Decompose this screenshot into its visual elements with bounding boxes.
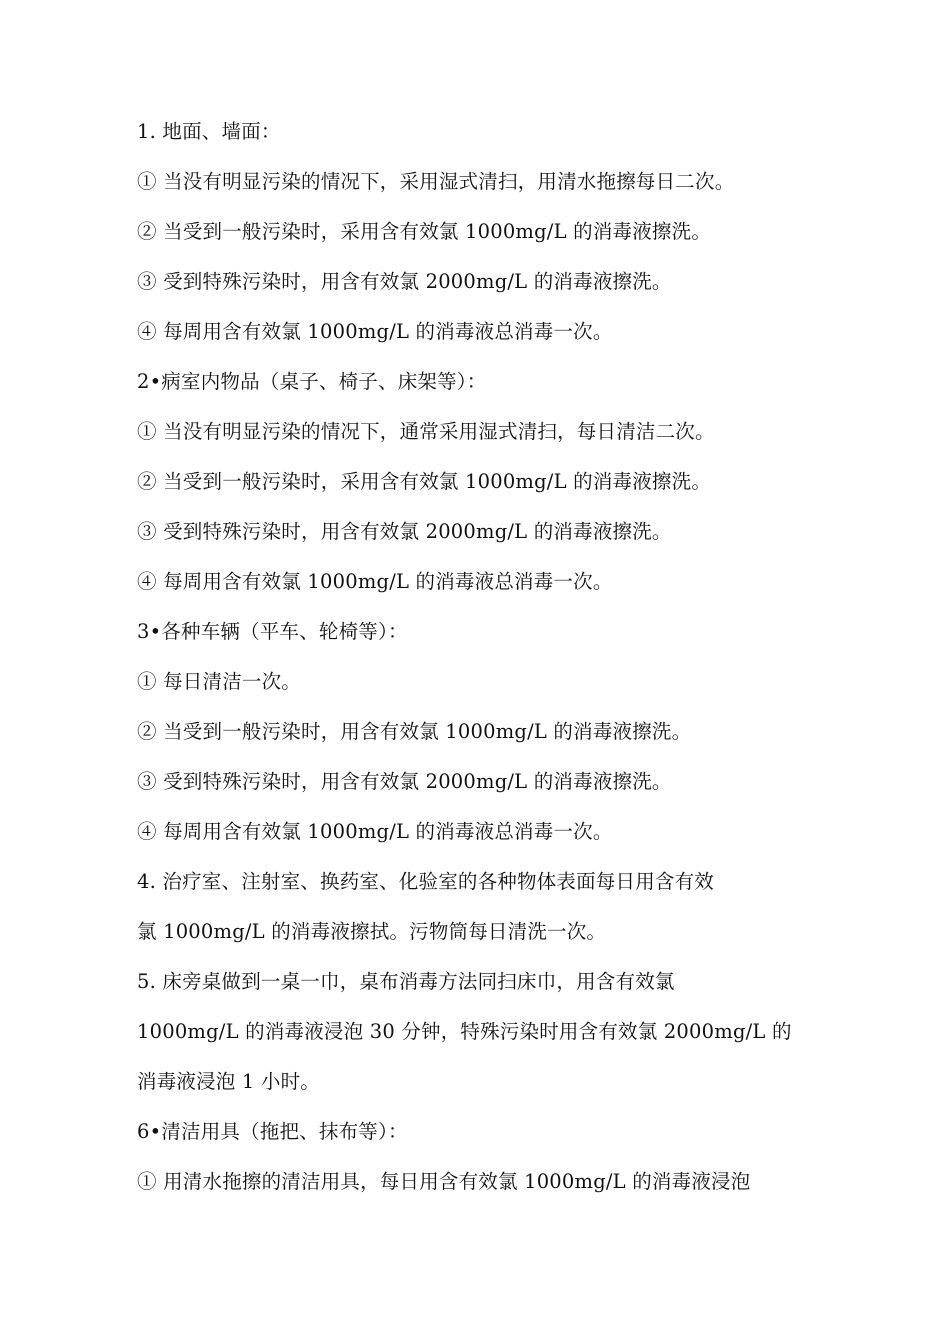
section-4-line-2: 氯 1000mg/L 的消毒液擦拭。污物筒每日清洗一次。	[137, 920, 607, 943]
section-2-heading: 2•病室内物品（桌子、椅子、床架等）：	[137, 370, 487, 393]
section-2-item-3: ③ 受到特殊污染时，用含有效氯 2000mg/L 的消毒液擦洗。	[137, 520, 672, 543]
section-3-heading: 3•各种车辆（平车、轮椅等）：	[137, 620, 408, 643]
section-5-line-3: 消毒液浸泡 1 小时。	[137, 1070, 321, 1093]
section-2-item-2: ② 当受到一般污染时，采用含有效氯 1000mg/L 的消毒液擦洗。	[137, 470, 712, 493]
section-1-item-2: ② 当受到一般污染时，采用含有效氯 1000mg/L 的消毒液擦洗。	[137, 220, 712, 243]
section-5-line-1: 5. 床旁桌做到一桌一巾，桌布消毒方法同扫床巾，用含有效氯	[137, 970, 675, 993]
section-2-item-1: ① 当没有明显污染的情况下，通常采用湿式清扫，每日清洁二次。	[137, 420, 715, 443]
section-6-heading: 6•清洁用具（拖把、抹布等）：	[137, 1120, 408, 1143]
section-3-item-2: ② 当受到一般污染时，用含有效氯 1000mg/L 的消毒液擦洗。	[137, 720, 692, 743]
section-2-item-4: ④ 每周用含有效氯 1000mg/L 的消毒液总消毒一次。	[137, 570, 613, 593]
section-1-item-4: ④ 每周用含有效氯 1000mg/L 的消毒液总消毒一次。	[137, 320, 613, 343]
section-1-heading: 1. 地面、墙面：	[137, 120, 281, 143]
section-3-item-3: ③ 受到特殊污染时，用含有效氯 2000mg/L 的消毒液擦洗。	[137, 770, 672, 793]
section-3-item-4: ④ 每周用含有效氯 1000mg/L 的消毒液总消毒一次。	[137, 820, 613, 843]
section-1-item-3: ③ 受到特殊污染时，用含有效氯 2000mg/L 的消毒液擦洗。	[137, 270, 672, 293]
section-4-line-1: 4. 治疗室、注射室、换药室、化验室的各种物体表面每日用含有效	[137, 870, 715, 893]
section-3-item-1: ① 每日清洁一次。	[137, 670, 301, 693]
section-1-item-1: ① 当没有明显污染的情况下，采用湿式清扫，用清水拖擦每日二次。	[137, 170, 735, 193]
section-5-line-2: 1000mg/L 的消毒液浸泡 30 分钟，特殊污染时用含有效氯 2000mg/L 的	[137, 1020, 792, 1043]
section-6-item-1: ① 用清水拖擦的清洁用具，每日用含有效氯 1000mg/L 的消毒液浸泡	[137, 1170, 751, 1193]
